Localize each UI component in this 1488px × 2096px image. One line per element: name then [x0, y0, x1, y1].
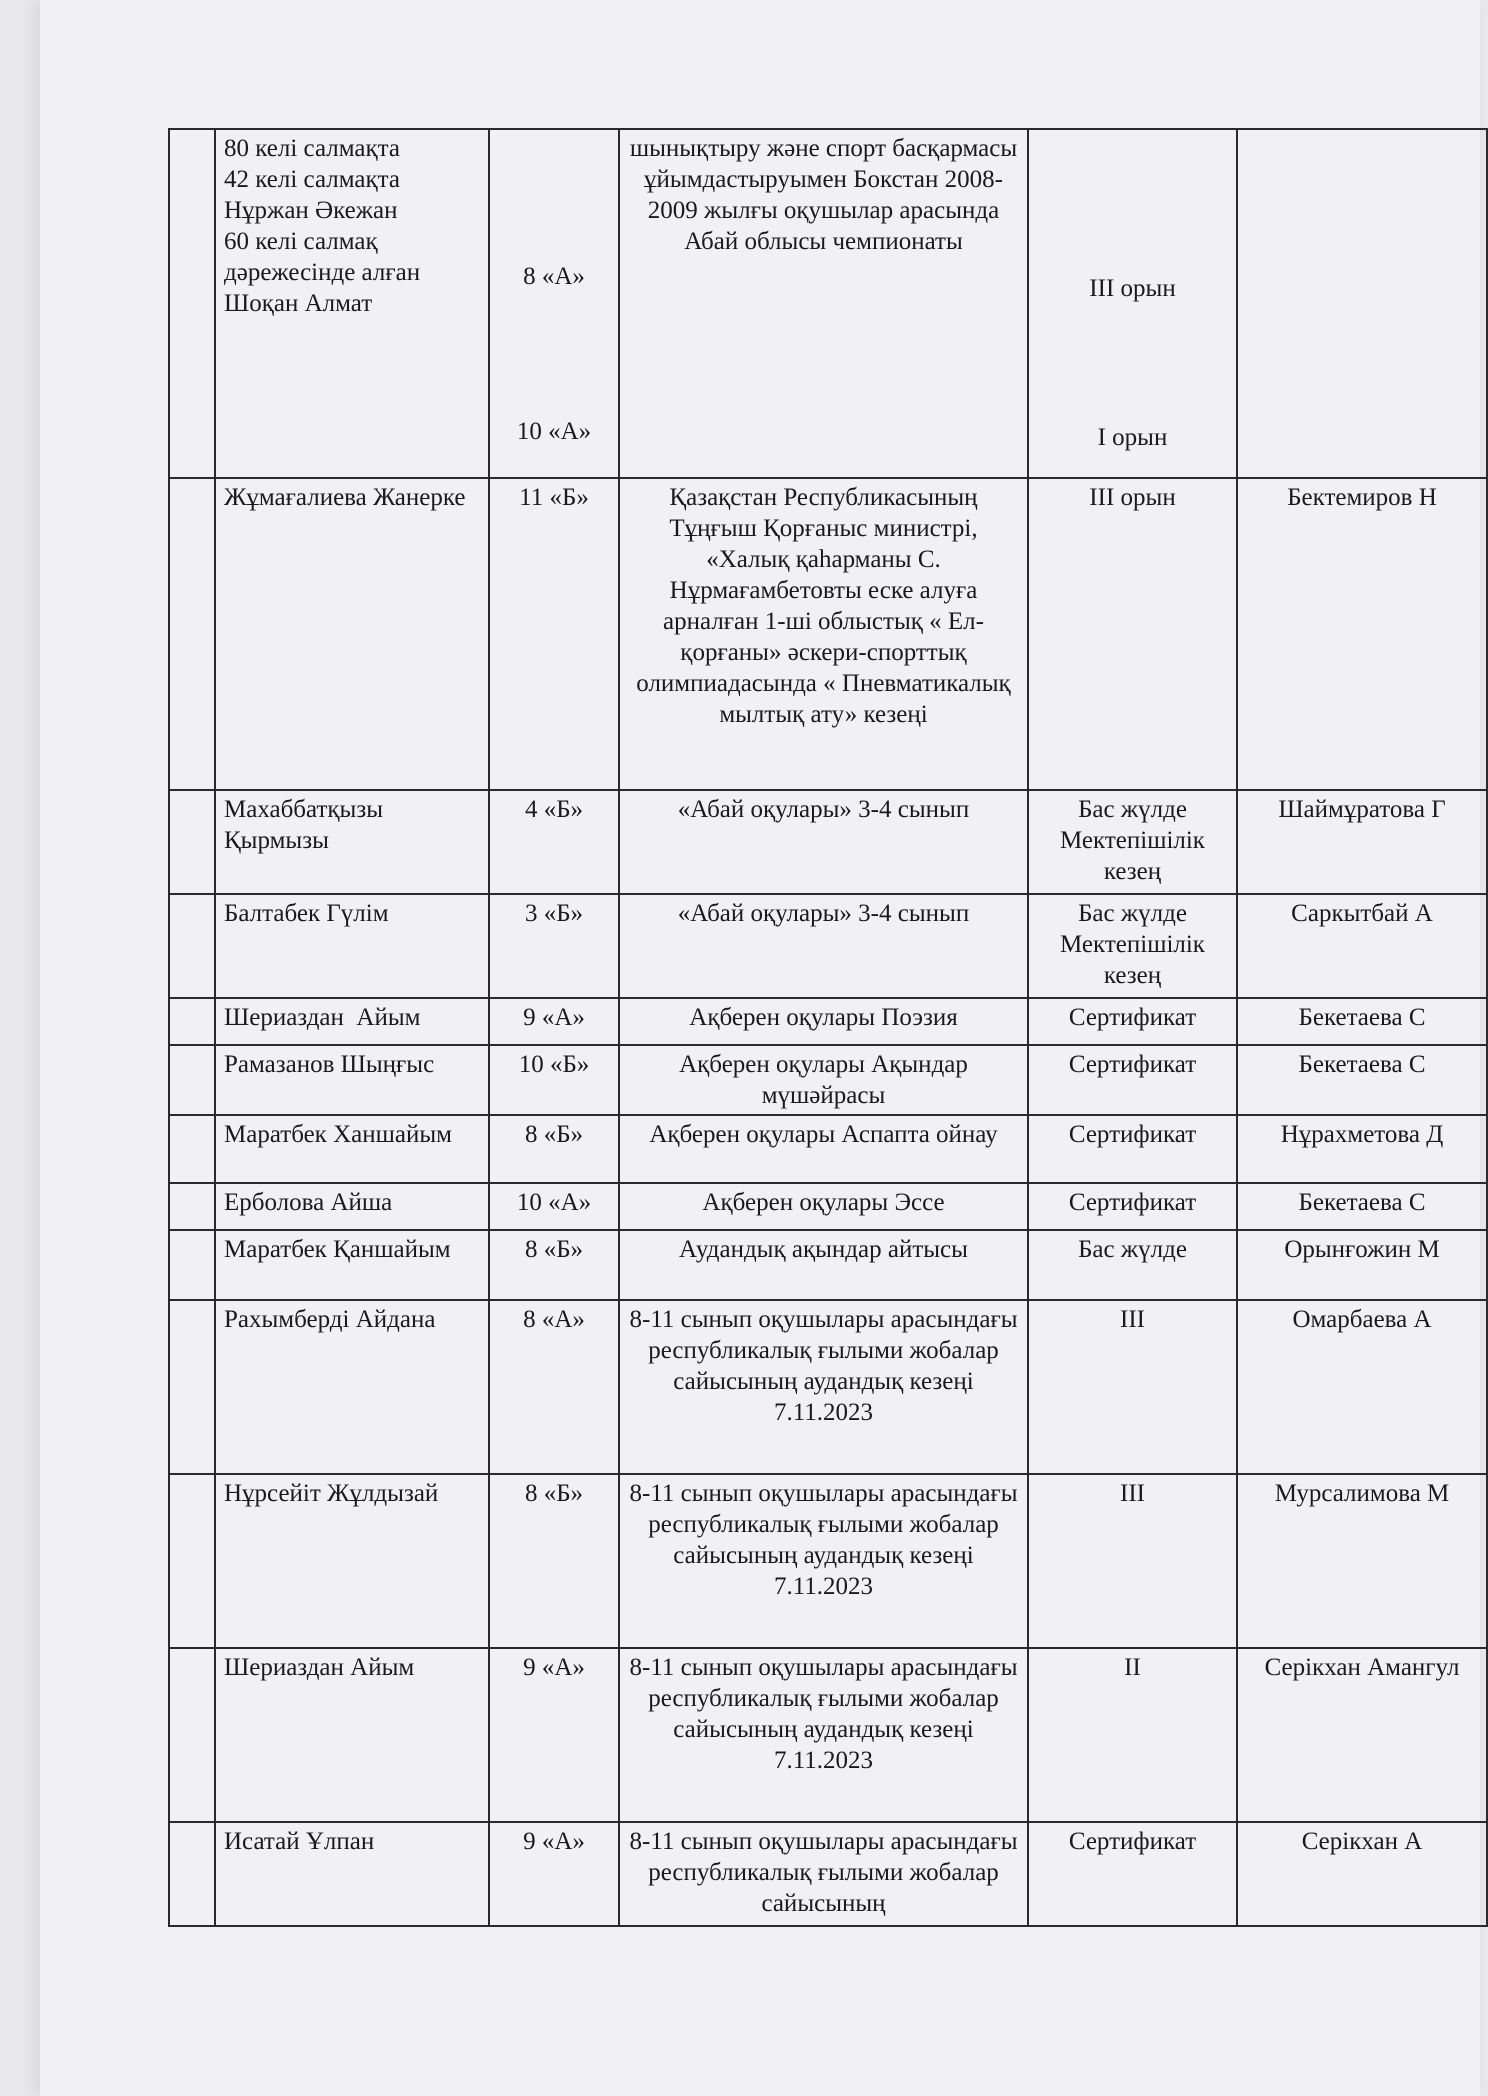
teacher-cell: [1237, 1822, 1487, 1926]
student-name: Рамазанов Шыңғыс: [224, 1051, 435, 1078]
grade-cell: [489, 1648, 619, 1822]
grade: 8 «Б»: [524, 1121, 584, 1148]
event-cell: [619, 1648, 1028, 1822]
student-name: Шериаздан Айым: [224, 1654, 415, 1681]
teacher-cell: [1237, 1230, 1487, 1300]
teacher-name: Мурсалимова М: [1274, 1480, 1450, 1507]
table-row: [169, 1115, 1487, 1183]
place-cell: [1028, 998, 1237, 1045]
teacher-name: Бекетаева С: [1298, 1004, 1426, 1031]
name-cell: [215, 478, 489, 790]
grade: 11 «Б»: [519, 484, 589, 511]
place: Сертификат: [1068, 1004, 1197, 1031]
number-cell: [169, 1300, 215, 1474]
name-cell: [215, 894, 489, 998]
name-cell: [215, 1115, 489, 1183]
grade-cell: [489, 1230, 619, 1300]
event-text: Аудандық ақындар айтысы: [679, 1236, 968, 1263]
name-cell: [215, 1183, 489, 1230]
teacher-cell: [1237, 998, 1487, 1045]
grade: 9 «А»: [523, 1828, 585, 1855]
student-name: Шериаздан Айым: [224, 1004, 421, 1031]
grade-cell: [489, 790, 619, 894]
teacher-name: Серікхан А: [1301, 1828, 1423, 1855]
place-cell: [1028, 1045, 1237, 1115]
teacher-name: Саркытбай А: [1291, 900, 1433, 927]
place-cell: [1028, 1183, 1237, 1230]
table-row: [169, 1045, 1487, 1115]
name-cell: [215, 1230, 489, 1300]
event-text: Ақберен оқулары Эссе: [702, 1189, 945, 1216]
results-table: [168, 128, 1488, 1927]
name-cell: [215, 1822, 489, 1926]
number-cell: [169, 129, 215, 478]
place: Сертификат: [1068, 1189, 1197, 1216]
teacher-name: Шаймұратова Г: [1278, 796, 1446, 823]
teacher-cell: [1237, 790, 1487, 894]
document-page: [40, 0, 1480, 2096]
event-cell: [619, 1474, 1028, 1648]
event-cell: [619, 478, 1028, 790]
student-name: Махаббатқызы Қырмызы: [224, 796, 384, 854]
grade: 8 «А»: [523, 1306, 585, 1333]
event-text: 8-11 сынып оқушылары арасындағы республикалық ғылыми жобалар сайысының аудандық кезеңі 7.11.2023: [629, 1654, 1018, 1774]
teacher-cell: [1237, 1183, 1487, 1230]
event-text: Ақберен оқулары Ақындар мүшәйрасы: [679, 1051, 968, 1109]
teacher-cell: [1237, 478, 1487, 790]
place-cell: [1028, 1474, 1237, 1648]
grade-cell: [489, 1183, 619, 1230]
number-cell: [169, 1474, 215, 1648]
place: III: [1120, 1306, 1145, 1333]
teacher-cell: [1237, 1300, 1487, 1474]
place-cell: [1028, 1115, 1237, 1183]
table-row: [169, 1183, 1487, 1230]
grade: 8 «Б»: [524, 1480, 584, 1507]
event-text: Ақберен оқулары Аспапта ойнау: [649, 1121, 998, 1148]
student-name: Рахымберді Айдана: [224, 1306, 436, 1333]
table-row: [169, 998, 1487, 1045]
place: Сертификат: [1068, 1121, 1197, 1148]
number-cell: [169, 1115, 215, 1183]
place: II: [1124, 1654, 1141, 1681]
event-cell: [619, 1230, 1028, 1300]
grade: 10 «А»: [516, 1189, 592, 1216]
student-name: Жұмағалиева Жанерке: [224, 484, 466, 511]
place-cell: [1028, 790, 1237, 894]
number-cell: [169, 1183, 215, 1230]
event-cell: [619, 1183, 1028, 1230]
place: Бас жүлде Мектепішілік кезең: [1060, 796, 1205, 885]
place: III: [1120, 1480, 1145, 1507]
student-name: Нұрсейіт Жұлдызай: [224, 1480, 439, 1507]
name-cell: [215, 1474, 489, 1648]
event-text: 8-11 сынып оқушылары арасындағы республикалық ғылыми жобалар сайысының аудандық кезеңі 7.11.2023: [629, 1480, 1018, 1600]
student-name: Ерболова Айша: [224, 1189, 393, 1216]
teacher-cell: [1237, 129, 1487, 478]
place-cell: [1028, 894, 1237, 998]
event-cell: [619, 129, 1028, 478]
teacher-name: Орынғожин М: [1284, 1236, 1440, 1263]
event-text: шынықтыру және спорт басқармасы ұйымдастыруымен Бокстан 2008-2009 жылғы оқушылар арасында Абай облысы чемпионаты: [629, 135, 1018, 255]
grade-top: 8 «А»: [523, 263, 585, 290]
student-name: Маратбек Қаншайым: [224, 1236, 451, 1263]
place-cell: [1028, 1648, 1237, 1822]
number-cell: [169, 894, 215, 998]
name-cell: [215, 1648, 489, 1822]
student-name: Маратбек Ханшайым: [224, 1121, 452, 1148]
place-cell: [1028, 1300, 1237, 1474]
event-text: 8-11 сынып оқушылары арасындағы республикалық ғылыми жобалар сайысының: [629, 1828, 1018, 1917]
table-row: [169, 129, 1487, 478]
teacher-name: Бектемиров Н: [1287, 484, 1437, 511]
place: Сертификат: [1068, 1051, 1197, 1078]
student-name: Исатай Ұлпан: [224, 1828, 375, 1855]
student-name: Балтабек Гүлім: [224, 900, 389, 927]
event-cell: [619, 1300, 1028, 1474]
event-cell: [619, 790, 1028, 894]
event-text: Қазақстан Республикасының Тұңғыш Қорғаныс министрі, «Халық қаһарманы С. Нұрмағамбетовты еске алуға арналған 1-ші облыстық « Ел-қорғаны» әскери-спорттық олимпиадасында « Пневматикалық мылтық ату» кезеңі: [636, 484, 1011, 728]
event-cell: [619, 998, 1028, 1045]
grade: 9 «А»: [523, 1654, 585, 1681]
event-cell: [619, 894, 1028, 998]
table-row: [169, 478, 1487, 790]
grade-cell: [489, 1045, 619, 1115]
table-row: [169, 790, 1487, 894]
grade: 8 «Б»: [524, 1236, 584, 1263]
teacher-name: Омарбаева А: [1292, 1306, 1432, 1333]
place-cell: [1028, 1230, 1237, 1300]
event-cell: [619, 1045, 1028, 1115]
grade: 4 «Б»: [524, 796, 584, 823]
event-cell: [619, 1822, 1028, 1926]
name-cell: [215, 1045, 489, 1115]
table-row: [169, 1230, 1487, 1300]
place: Бас жүлде: [1078, 1236, 1187, 1263]
name-cell: [215, 998, 489, 1045]
grade-cell: [489, 129, 619, 478]
grade-cell: [489, 894, 619, 998]
grade-bottom: 10 «А»: [516, 418, 592, 445]
teacher-name: Бекетаева С: [1298, 1051, 1426, 1078]
table-row: [169, 894, 1487, 998]
event-text: Ақберен оқулары Поэзия: [689, 1004, 958, 1031]
grade-cell: [489, 1300, 619, 1474]
teacher-cell: [1237, 1474, 1487, 1648]
teacher-cell: [1237, 1045, 1487, 1115]
number-cell: [169, 790, 215, 894]
grade-cell: [489, 1115, 619, 1183]
place-cell: [1028, 129, 1237, 478]
teacher-cell: [1237, 894, 1487, 998]
event-cell: [619, 1115, 1028, 1183]
place-cell: [1028, 1822, 1237, 1926]
student-name: 80 келі салмақта 42 келі салмақта Нұржан Әкежан 60 келі салмақ дәрежесінде алған Шоқан Алмат: [224, 135, 421, 317]
number-cell: [169, 478, 215, 790]
number-cell: [169, 998, 215, 1045]
event-text: «Абай оқулары» 3-4 сынып: [677, 900, 970, 927]
teacher-name: Серікхан Амангул: [1264, 1654, 1460, 1681]
teacher-cell: [1237, 1115, 1487, 1183]
number-cell: [169, 1822, 215, 1926]
number-cell: [169, 1045, 215, 1115]
grade-cell: [489, 1822, 619, 1926]
event-text: 8-11 сынып оқушылары арасындағы республикалық ғылыми жобалар сайысының аудандық кезеңі 7.11.2023: [629, 1306, 1018, 1426]
number-cell: [169, 1648, 215, 1822]
number-cell: [169, 1230, 215, 1300]
place-top: III орын: [1089, 275, 1176, 302]
table-row: [169, 1474, 1487, 1648]
teacher-cell: [1237, 1648, 1487, 1822]
table-row: [169, 1648, 1487, 1822]
teacher-name: Нұрахметова Д: [1280, 1121, 1444, 1148]
event-text: «Абай оқулары» 3-4 сынып: [677, 796, 970, 823]
name-cell: [215, 1300, 489, 1474]
grade-cell: [489, 478, 619, 790]
grade-cell: [489, 1474, 619, 1648]
name-cell: [215, 129, 489, 478]
name-cell: [215, 790, 489, 894]
table-row: [169, 1822, 1487, 1926]
place: Сертификат: [1068, 1828, 1197, 1855]
grade: 3 «Б»: [524, 900, 584, 927]
place-cell: [1028, 478, 1237, 790]
grade: 10 «Б»: [518, 1051, 590, 1078]
place: III орын: [1089, 484, 1176, 511]
grade: 9 «А»: [523, 1004, 585, 1031]
table-row: [169, 1300, 1487, 1474]
place: Бас жүлде Мектепішілік кезең: [1060, 900, 1205, 989]
place-bottom: I орын: [1097, 424, 1168, 451]
teacher-name: Бекетаева С: [1298, 1189, 1426, 1216]
grade-cell: [489, 998, 619, 1045]
